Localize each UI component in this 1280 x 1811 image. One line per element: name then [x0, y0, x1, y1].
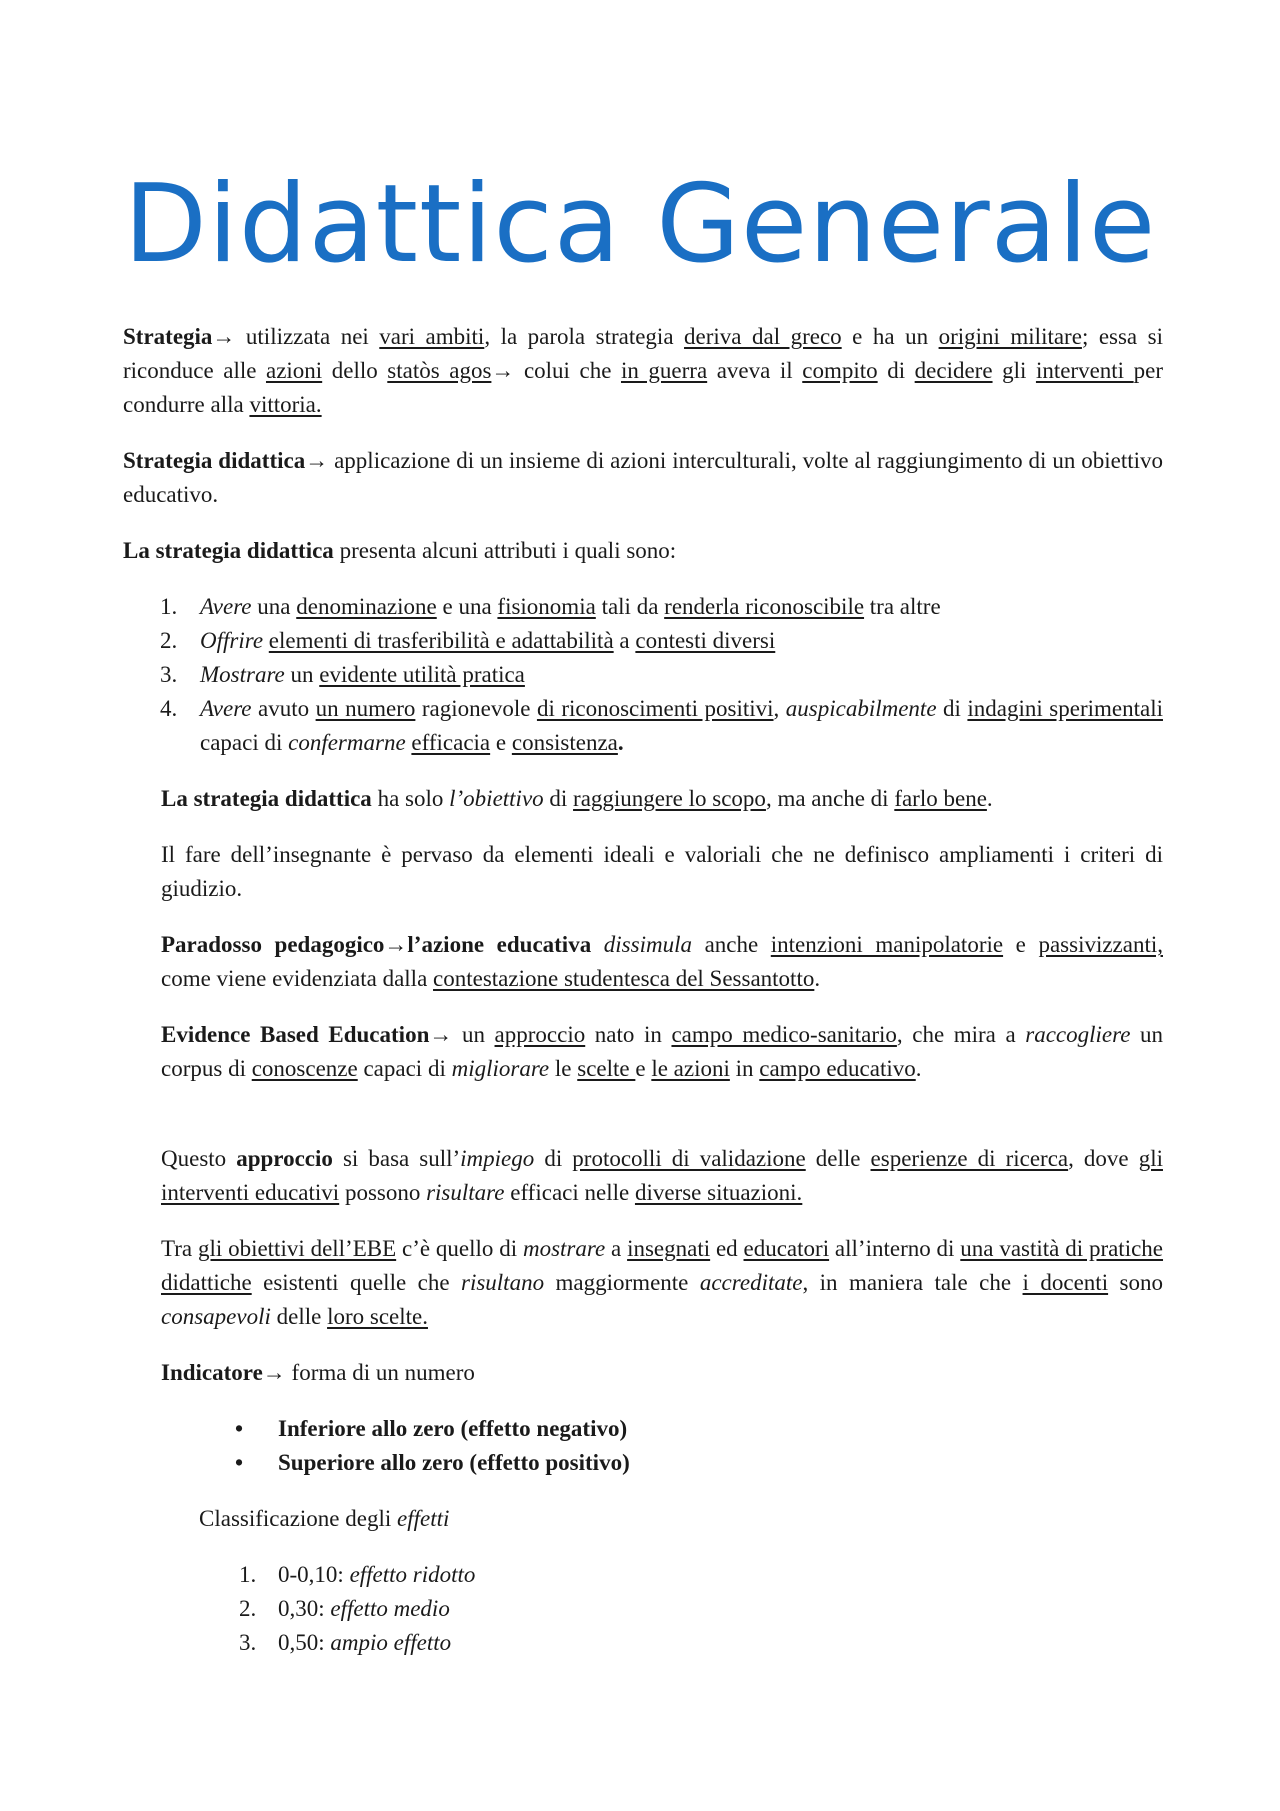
underlined-text: approccio: [494, 1022, 586, 1047]
paragraph-ebe: [161, 1018, 1163, 1086]
bullet-icon: •: [235, 1450, 244, 1475]
underlined-text: farlo bene: [894, 786, 987, 811]
underlined-text: efficacia: [411, 730, 491, 755]
text-span: , ma anche di: [765, 786, 895, 811]
list-item: [123, 692, 1163, 760]
list-number: 1.: [239, 1562, 257, 1587]
italic-text: confermarne: [288, 730, 406, 755]
text-span: → applicazione di un insieme di azioni interculturali, volte al raggiungimento di un obiettivo educativo.: [123, 448, 1163, 507]
text-span: Classificazione degli: [199, 1506, 397, 1531]
list-number: 1.: [160, 594, 178, 619]
underlined-text: scelte: [577, 1056, 636, 1081]
underlined-text: gli obiettivi dell’EBE: [197, 1236, 397, 1261]
text-span: 0,30:: [278, 1596, 331, 1621]
term-paradosso-pedagogico: Paradosso pedagogico→l’azione educativa: [161, 932, 592, 957]
text-span: una: [251, 594, 297, 619]
italic-text: mostrare: [522, 1236, 606, 1261]
text-span: ed: [710, 1236, 744, 1261]
italic-text: risultare: [426, 1180, 505, 1205]
text-span: per condurre alla: [123, 358, 1164, 417]
underlined-text: i docenti: [1022, 1270, 1109, 1295]
italic-text: ampio effetto: [330, 1630, 452, 1655]
text-span: .: [986, 786, 993, 811]
term-la-strategia-didattica: La strategia didattica: [161, 786, 372, 811]
italic-text: migliorare: [451, 1056, 550, 1081]
list-number: 2.: [160, 628, 178, 653]
underlined-text: origini militare: [938, 324, 1082, 349]
list-item: [123, 1592, 1163, 1626]
paragraph-strategia: [123, 320, 1163, 422]
text-span: [591, 932, 604, 957]
underlined-text: intenzioni manipolatorie: [770, 932, 1004, 957]
underlined-text: vittoria.: [249, 392, 322, 417]
underlined-text: fisionomia: [497, 594, 596, 619]
italic-text: impiego: [460, 1146, 535, 1171]
underlined-text: denominazione: [296, 594, 437, 619]
underlined-text: passivizzanti,: [1038, 932, 1163, 957]
bold-text: approccio: [236, 1146, 333, 1171]
term-strategia: Strategia: [123, 324, 213, 349]
underlined-text: esperienze di ricerca: [870, 1146, 1069, 1171]
underlined-text: evidente utilità pratica: [319, 662, 525, 687]
italic-text: l’obiettivo: [449, 786, 544, 811]
text-span: capaci di: [200, 730, 289, 755]
text-span: Il fare dell’insegnante è pervaso da elementi ideali e valoriali che ne definisco ampliamenti i criteri di giudizio.: [161, 842, 1163, 901]
paragraph-paradosso: [161, 928, 1163, 996]
italic-text: Avere: [200, 696, 252, 721]
list-item: [123, 658, 1163, 692]
text-span: come viene evidenziata dalla: [161, 966, 434, 991]
text-span: nato in: [585, 1022, 672, 1047]
italic-text: effetti: [397, 1506, 450, 1531]
underlined-text: le azioni: [651, 1056, 730, 1081]
paragraph-strategia-didattica: [123, 444, 1163, 512]
text-span: Tra: [161, 1236, 198, 1261]
paragraph-indicatore: [161, 1356, 1163, 1390]
text-span: possono: [339, 1180, 427, 1205]
text-span: le: [549, 1056, 578, 1081]
underlined-text: di riconoscimenti positivi: [536, 696, 774, 721]
italic-text: raccogliere: [1025, 1022, 1131, 1047]
text-span: si basa sull’: [332, 1146, 461, 1171]
bullet-text: Superiore allo zero (effetto positivo): [278, 1450, 630, 1475]
underlined-text: indagini sperimentali: [967, 696, 1163, 721]
italic-text: Mostrare: [200, 662, 285, 687]
underlined-text: interventi: [1035, 358, 1134, 383]
term-indicatore: Indicatore: [161, 1360, 263, 1385]
text-span: aveva il: [707, 358, 803, 383]
underlined-text: conoscenze: [251, 1056, 358, 1081]
text-span: di: [936, 696, 968, 721]
bullet-text: Inferiore allo zero (effetto negativo): [278, 1416, 628, 1441]
text-span: .: [915, 1056, 922, 1081]
text-span: e: [1003, 932, 1039, 957]
italic-text: consapevoli: [161, 1304, 271, 1329]
underlined-text: azioni: [265, 358, 323, 383]
list-number: 3.: [160, 662, 178, 687]
italic-text: effetto ridotto: [349, 1562, 476, 1587]
text-span: capaci di: [357, 1056, 452, 1081]
underlined-text: consistenza: [511, 730, 618, 755]
bullet-icon: •: [235, 1416, 244, 1441]
italic-text: dissimula: [603, 932, 692, 957]
text-span: → utilizzata nei: [212, 324, 380, 349]
underlined-text: insegnati: [627, 1236, 711, 1261]
text-span: 0-0,10:: [278, 1562, 350, 1587]
underlined-text: vari ambiti: [379, 324, 485, 349]
text-span: ; essa si riconduce alle: [123, 324, 1163, 383]
text-span: , in maniera tale che: [802, 1270, 1023, 1295]
paragraph-obiettivi-ebe: [161, 1232, 1163, 1334]
document-title: Didattica Generale: [123, 162, 1157, 287]
text-span: un corpus di: [161, 1022, 1163, 1081]
term-evidence-based-education: Evidence Based Education: [161, 1022, 430, 1047]
text-span: e: [635, 1056, 652, 1081]
underlined-text: protocolli di validazione: [572, 1146, 806, 1171]
text-span: Questo: [161, 1146, 237, 1171]
paragraph-classificazione: [199, 1502, 1163, 1536]
text-span: efficaci nelle: [504, 1180, 635, 1205]
text-span: all’interno di: [829, 1236, 961, 1261]
underlined-text: campo educativo: [759, 1056, 916, 1081]
list-number: 3.: [239, 1630, 257, 1655]
list-item: [123, 624, 1163, 658]
underlined-text: decidere: [914, 358, 993, 383]
underlined-text: loro scelte.: [327, 1304, 428, 1329]
underlined-text: statòs agos: [387, 358, 492, 383]
underlined-text: renderla riconoscibile: [664, 594, 865, 619]
text-span: e ha un: [841, 324, 939, 349]
paragraph-attributi: [123, 534, 1163, 568]
italic-text: Avere: [200, 594, 252, 619]
list-number: 2.: [239, 1596, 257, 1621]
underlined-text: contestazione studentesca del Sessantotto: [433, 966, 815, 991]
text-span: delle: [270, 1304, 328, 1329]
text-span: tra altre: [864, 594, 941, 619]
text-span: tali da: [595, 594, 665, 619]
text-span: → forma di un numero: [262, 1360, 475, 1385]
text-span: un: [284, 662, 320, 687]
text-span: , la parola strategia: [484, 324, 685, 349]
list-item: [123, 1626, 1163, 1660]
text-span: sono: [1108, 1270, 1163, 1295]
text-span: presenta alcuni attributi i quali sono:: [333, 538, 677, 563]
text-span: .: [814, 966, 821, 991]
attributes-list: [123, 590, 1163, 760]
text-span: di: [534, 1146, 573, 1171]
italic-text: accreditate: [699, 1270, 803, 1295]
underlined-text: diverse situazioni.: [634, 1180, 803, 1205]
term-la-strategia-didattica: La strategia didattica: [123, 538, 334, 563]
underlined-text: una vastità di pratiche didattiche: [161, 1236, 1164, 1295]
text-span: , che mira a: [896, 1022, 1026, 1047]
list-number: 4.: [160, 696, 178, 721]
text-span: gli: [992, 358, 1036, 383]
italic-text: Offrire: [200, 628, 264, 653]
text-span: ha solo: [371, 786, 450, 811]
term-strategia-didattica: Strategia didattica: [123, 448, 306, 473]
text-span: di: [543, 786, 574, 811]
underlined-text: campo medico-sanitario: [671, 1022, 897, 1047]
underlined-text: compito: [802, 358, 878, 383]
text-span: in: [729, 1056, 760, 1081]
text-span: esistenti quelle che: [251, 1270, 461, 1295]
text-span: .: [617, 730, 624, 755]
text-span: → colui che: [491, 358, 621, 383]
underlined-text: contesti diversi: [635, 628, 776, 653]
text-span: avuto: [251, 696, 316, 721]
text-span: maggiormente: [544, 1270, 700, 1295]
text-span: , dove: [1068, 1146, 1139, 1171]
list-item: [123, 590, 1163, 624]
paragraph-obiettivo: [161, 782, 1163, 816]
underlined-text: deriva dal greco: [684, 324, 842, 349]
list-item: [40, 1412, 1163, 1446]
text-span: di: [877, 358, 915, 383]
text-span: → un: [429, 1022, 495, 1047]
italic-text: auspicabilmente: [785, 696, 937, 721]
text-span: e una: [436, 594, 498, 619]
text-span: c’è quello di: [396, 1236, 523, 1261]
text-span: anche: [691, 932, 771, 957]
text-span: 0,50:: [278, 1630, 331, 1655]
text-span: delle: [805, 1146, 871, 1171]
effect-sign-list: [161, 1412, 1163, 1480]
italic-text: effetto medio: [330, 1596, 450, 1621]
underlined-text: in guerra: [620, 358, 708, 383]
paragraph-insegnante: [161, 838, 1163, 906]
list-item: [40, 1446, 1163, 1480]
text-span: a: [613, 628, 636, 653]
text-span: ,: [773, 696, 786, 721]
paragraph-approccio: [161, 1142, 1163, 1210]
list-item: [123, 1558, 1163, 1592]
text-span: a: [605, 1236, 628, 1261]
underlined-text: elementi di trasferibilità e adattabilità: [268, 628, 614, 653]
text-span: ragionevole: [415, 696, 537, 721]
underlined-text: un numero: [315, 696, 416, 721]
underlined-text: gli interventi educativi: [161, 1146, 1163, 1205]
effect-classification-list: [123, 1558, 1163, 1660]
underlined-text: raggiungere lo scopo: [573, 786, 766, 811]
text-span: dello: [322, 358, 388, 383]
text-span: e: [490, 730, 512, 755]
underlined-text: educatori: [743, 1236, 830, 1261]
italic-text: risultano: [461, 1270, 545, 1295]
